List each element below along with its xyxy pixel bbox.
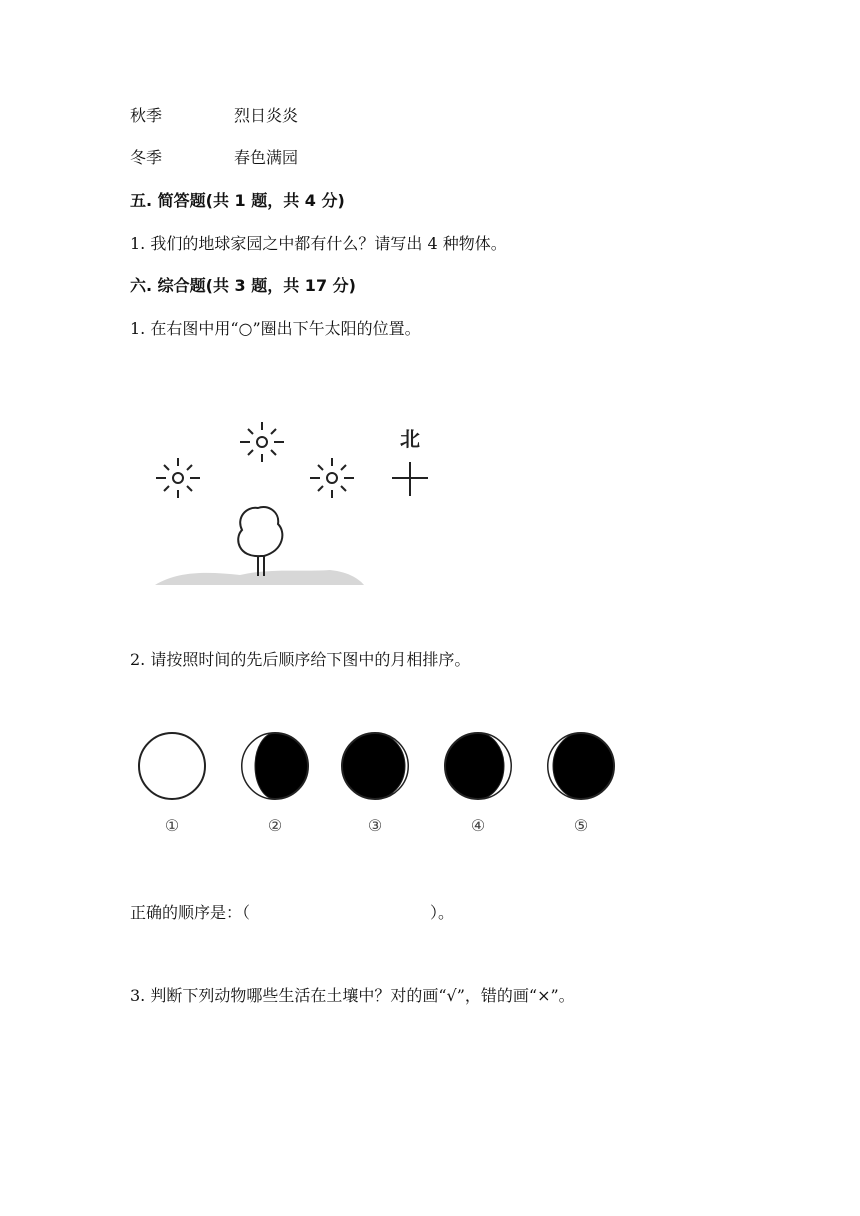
moon-phase-3-icon [342,733,408,799]
section6-question-2: 2. 请按照时间的先后顺序给下图中的月相排序。 [130,650,471,669]
match-left: 冬季 [130,148,163,167]
tree-icon [238,507,282,576]
match-right: 烈日炎炎 [234,106,299,125]
ground-icon [155,570,364,585]
moon-label-5: ⑤ [573,816,589,835]
match-right: 春色满园 [234,148,299,167]
sun-icon[interactable] [310,458,354,498]
match-left: 秋季 [130,106,163,125]
sun-position-figure [150,420,450,600]
answer-suffix: ）。 [430,903,455,922]
moon-label-4: ④ [470,816,486,835]
north-label: 北 [400,427,420,451]
moon-phase-2-icon [242,733,308,799]
moon-phase-5-icon [548,733,614,799]
match-row-1 [130,106,299,126]
moon-phase-1-icon [139,733,205,799]
moon-phase-4-icon [445,733,511,799]
moon-label-1: ① [164,816,180,835]
answer-prefix: 正确的顺序是：（ [130,903,251,922]
moon-label-3: ③ [367,816,383,835]
moon-label-2: ② [267,816,283,835]
section5-heading: 五. 简答题(共 1 题，共 4 分) [130,191,345,210]
section6-question-3: 3. 判断下列动物哪些生活在土壤中？对的画“√”，错的画“×”。 [130,986,575,1005]
sun-icon[interactable] [156,458,200,498]
match-row-2 [130,148,299,168]
section5-question-1: 1. 我们的地球家园之中都有什么？请写出 4 种物体。 [130,234,507,253]
moon-phases-figure [132,726,632,806]
sun-icon[interactable] [240,422,284,462]
answer-line [130,903,454,923]
north-arrow-icon [392,462,428,496]
section6-question-1: 1. 在右图中用“○”圈出下午太阳的位置。 [130,319,421,338]
section6-heading: 六. 综合题(共 3 题，共 17 分) [130,276,356,295]
